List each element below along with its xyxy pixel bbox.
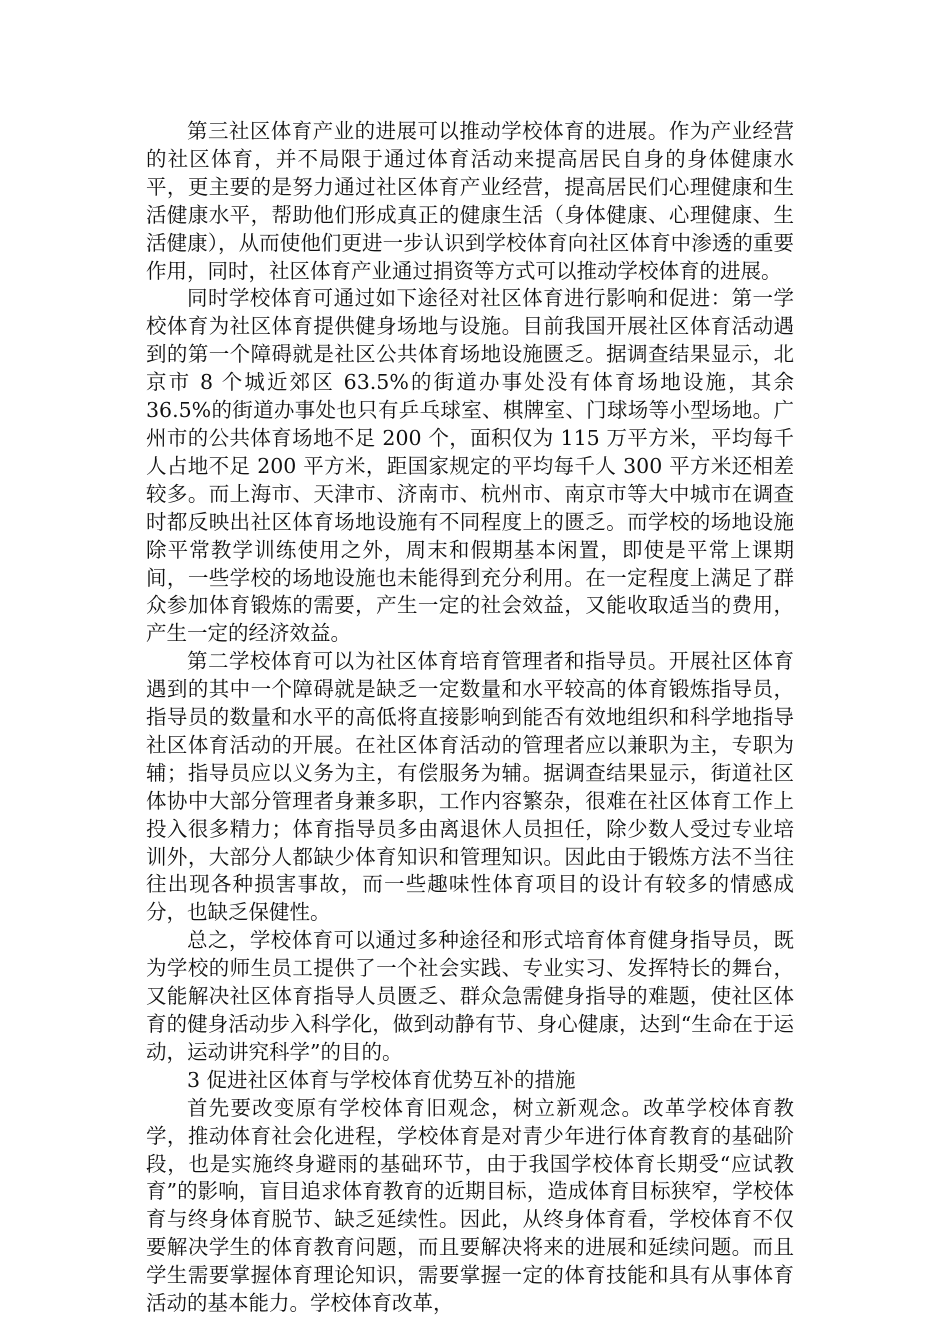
paragraph-summary: 总之，学校体育可以通过多种途径和形式培育体育健身指导员，既为学校的师生员工提供了一个社会实践、专业实习、发挥特长的舞台，又能解决社区体育指导人员匮乏、群众急需健身指导的难题，使社区体育的健身活动步入科学化，做到动静有节、身心健康，达到“生命在于运动，运动讲究科学”的目的。 [146, 928, 794, 1064]
paragraph-community-industry: 第三社区体育产业的进展可以推动学校体育的进展。作为产业经营的社区体育，并不局限于通过体育活动来提高居民自身的身体健康水平，更主要的是努力通过社区体育产业经营，提高居民们心理健康和生活健康水平，帮助他们形成真正的健康生活（身体健康、心理健康、生活健康），从而使他们更进一步认识到学校体育向社区体育中渗透的重要作用，同时，社区体育产业通过捐资等方式可以推动学校体育的进展。 [146, 119, 794, 283]
document-body [146, 118, 794, 1318]
paragraph-change-concepts: 首先要改变原有学校体育旧观念，树立新观念。改革学校体育教学，推动体育社会化进程，学校体育是对青少年进行体育教育的基础阶段，也是实施终身避雨的基础环节，由于我国学校体育长期受“应试教育”的影响，盲目追求体育教育的近期目标，造成体育目标狭窄，学校体育与终身体育脱节、缺乏延续性。因此，从终身体育看，学校体育不仅要解决学生的体育教育问题，而且要解决将来的进展和延续问题。而且学生需要掌握体育理论知识，需要掌握一定的体育技能和具有从事体育活动的基本能力。学校体育改革， [146, 1095, 794, 1316]
section-heading-3: 3 促进社区体育与学校体育优势互补的措施 [187, 1067, 576, 1092]
paragraph-school-facilities: 同时学校体育可通过如下途径对社区体育进行影响和促进：第一学校体育为社区体育提供健身场地与设施。目前我国开展社区体育活动遇到的第一个障碍就是社区公共体育场地设施匮乏。据调查结果显示，北京市 8 个城近郊区 63.5%的街道办事处没有体育场地设施，其余 36.5%的街道办事处也只有乒乓球室、棋牌室、门球场等小型场地。广州市的公共体育场地不足 200 个，面积仅为 115 万平方米，平均每千人占地不足 200 平方米，距国家规定的平均每千人 300 平方米还相差较多。而上海市、天津市、济南市、杭州市、南京市等大中城市在调查时都反映出社区体育场地设施有不同程度上的匮乏。而学校的场地设施除平常教学训练使用之外，周末和假期基本闲置，即使是平常上课期间，一些学校的场地设施也未能得到充分利用。在一定程度上满足了群众参加体育锻炼的需要，产生一定的社会效益，又能收取适当的费用，产生一定的经济效益。 [146, 286, 794, 646]
paragraph-school-instructors: 第二学校体育可以为社区体育培育管理者和指导员。开展社区体育遇到的其中一个障碍就是缺乏一定数量和水平较高的体育锻炼指导员，指导员的数量和水平的高低将直接影响到能否有效地组织和科学地指导社区体育活动的开展。在社区体育活动的管理者应以兼职为主，专职为辅；指导员应以义务为主，有偿服务为辅。据调查结果显示，街道社区体协中大部分管理者身兼多职，工作内容繁杂，很难在社区体育工作上投入很多精力；体育指导员多由离退休人员担任，除少数人受过专业培训外，大部分人都缺少体育知识和管理知识。因此由于锻炼方法不当往往出现各种损害事故，而一些趣味性体育项目的设计有较多的情感成分，也缺乏保健性。 [146, 649, 794, 925]
